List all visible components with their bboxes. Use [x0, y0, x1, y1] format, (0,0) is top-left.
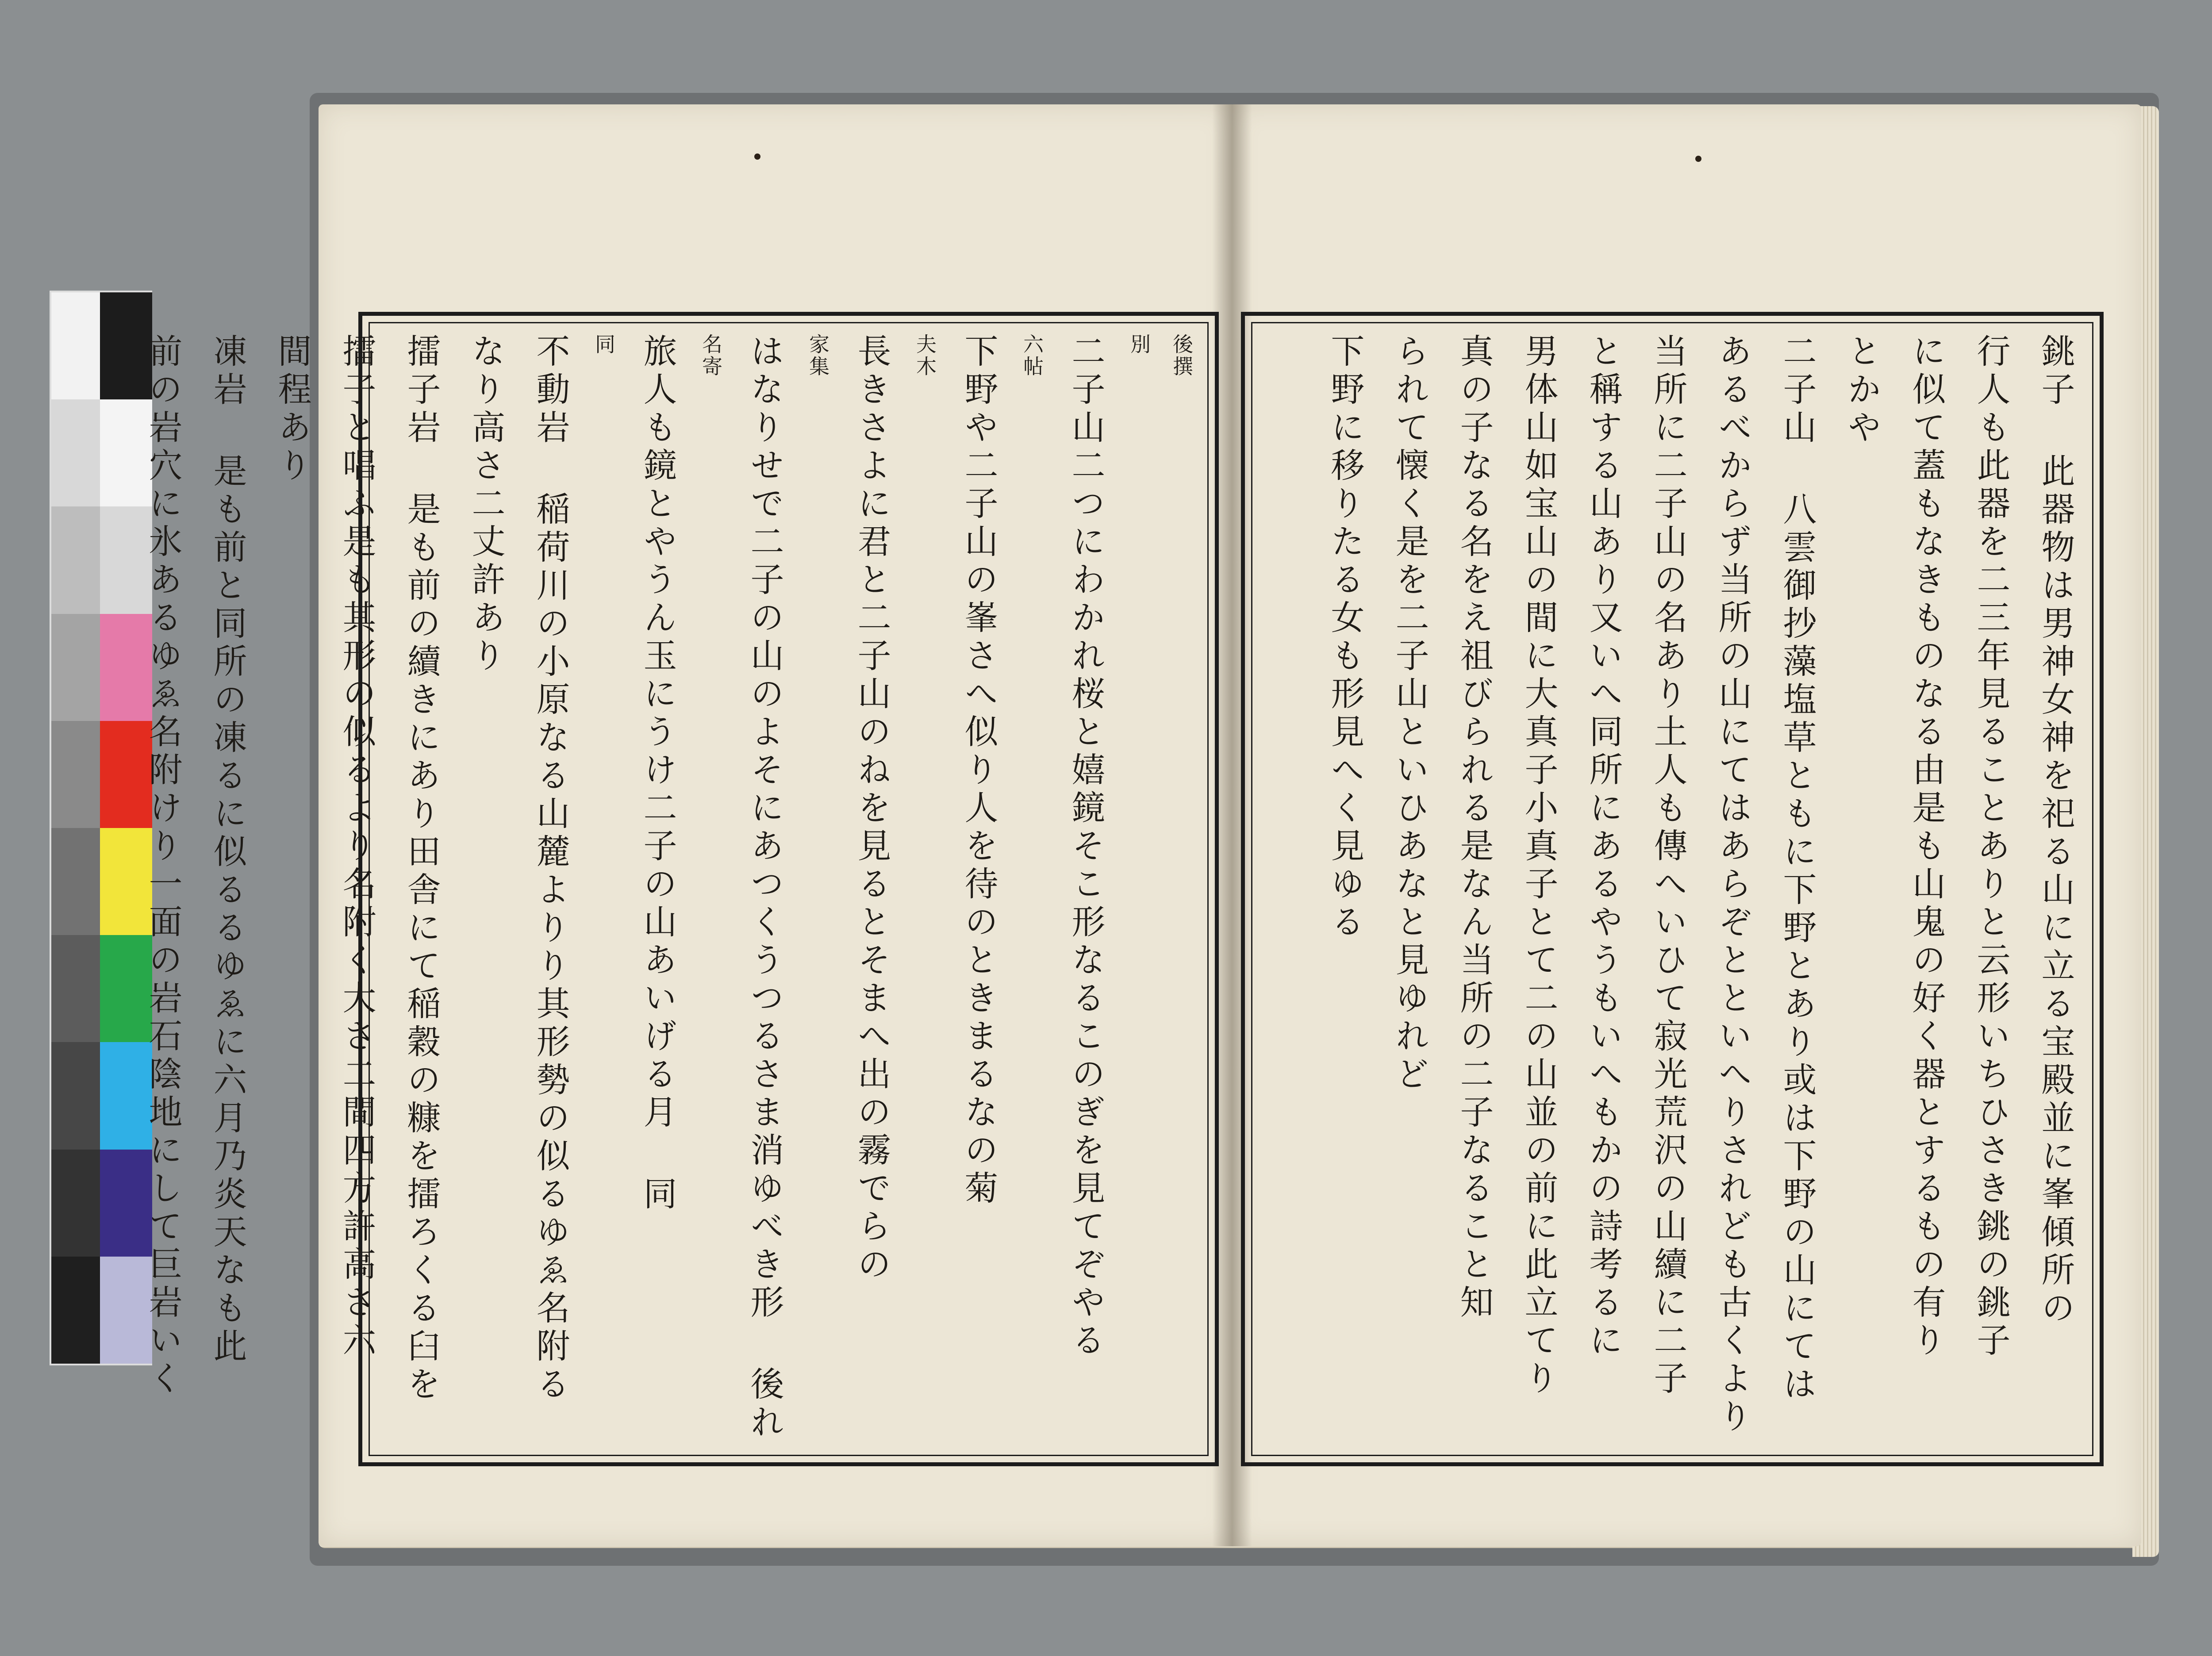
text-column: なり高さ二丈許あり: [466, 334, 506, 676]
binding-wormhole-left: [754, 153, 760, 160]
left-text-frame: [143, 312, 1219, 1466]
gray-swatch: [51, 1257, 100, 1364]
text-column: 擂子と唱ふ是も其形の似るより名附く大さ二間四方許高さ六: [337, 334, 376, 1361]
gray-swatch: [51, 614, 100, 721]
text-column: あるべからず当所の山にてはあらぞとといへりされども古くより: [1713, 334, 1752, 1437]
gray-swatch: [51, 828, 100, 935]
text-column: 後撰: [1170, 334, 1194, 378]
gray-swatch: [51, 1150, 100, 1257]
text-column: 下野に移りたる女も形見へく見ゆる: [1325, 334, 1365, 942]
text-column: はなりせで二子の山のよそにあつくうつるさま消ゆべき形 後れ: [745, 334, 784, 1442]
text-column: 別: [1127, 334, 1151, 356]
gray-swatch: [51, 399, 100, 506]
text-column: 名寄: [699, 334, 723, 378]
gray-swatch: [51, 506, 100, 613]
text-column: 当所に二子山の名あり土人も傳へいひて寂光荒沢の山續に二子: [1648, 334, 1688, 1399]
right-text-columns: [1263, 334, 2082, 1445]
text-column: 銚子 此器物は男神女神を祀る山に立る宝殿並に峯傾所の: [2036, 334, 2075, 1328]
text-column: 擂子岩 是も前の續きにあり田舎にて稲穀の糠を擂ろくる臼を: [402, 334, 441, 1404]
text-column: 夫木: [913, 334, 937, 378]
gray-swatch: [51, 721, 100, 828]
text-column: 旅人も鏡とやうん玉にうけ二子の山あいげる月 同: [638, 334, 677, 1214]
left-text-columns: [143, 334, 1197, 1445]
text-column: 不動岩 稲荷川の小原なる山麓よりり其形勢の似るゆゑ名附る: [531, 334, 570, 1404]
text-column: られて懐く是を二子山といひあなと見ゆれど: [1390, 334, 1429, 1094]
right-text-frame: [1241, 312, 2104, 1466]
text-column: 下野や二子山の峯さへ似り人を待のときまるなの菊: [959, 334, 998, 1208]
text-column: 長きさよに君と二子山のねを見るとそまへ出の霧でらの: [852, 334, 891, 1284]
text-column: と稱する山あり又いへ同所にあるやうもいへもかの詩考るに: [1584, 334, 1623, 1361]
text-column: 二子山二つにわかれ桜と嬉鏡そこ形なるこのぎを見てぞやる: [1066, 334, 1106, 1361]
text-column: 前の岩穴に氷あるゆゑ名附けり一面の岩石陰地にして巨岩いく: [143, 334, 183, 1399]
text-column: に似て蓋もなきものなる由是も山鬼の好く器とするもの有り: [1907, 334, 1946, 1361]
text-column: 間程あり: [273, 334, 312, 486]
text-column: とかや: [1842, 334, 1882, 448]
gray-swatch: [51, 292, 100, 399]
text-column: 同: [592, 334, 616, 356]
binding-wormhole-right: [1695, 156, 1701, 162]
gray-swatch: [51, 935, 100, 1042]
text-column: 六帖: [1020, 334, 1044, 378]
text-column: 凍岩 是も前と同所の凍るに似るるゆゑに六月乃炎天なも此: [208, 334, 247, 1366]
text-column: 男体山如宝山の間に大真子小真子とて二の山並の前に此立てり: [1519, 334, 1559, 1399]
gray-swatch: [51, 1042, 100, 1149]
gray-scale-strip: [51, 292, 100, 1364]
text-column: 家集: [806, 334, 830, 378]
text-column: 行人も此器を二三年見ることありと云形いちひさき銚の銚子: [1971, 334, 2011, 1361]
text-column: 真の子なる名をえ祖びられる是なん当所の二子なること知: [1455, 334, 1494, 1322]
text-column: 二子山 八雲御抄藻塩草ともに下野とあり或は下野の山にては: [1778, 334, 1817, 1404]
